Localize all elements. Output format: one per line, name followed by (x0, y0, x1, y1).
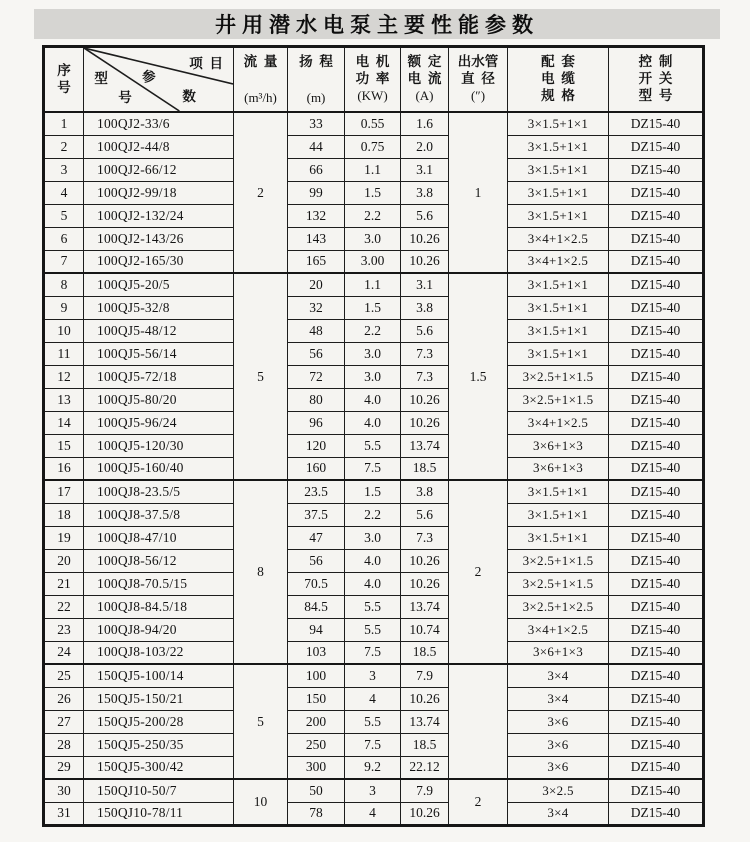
power-cell: 3 (345, 779, 401, 802)
power-cell: 5.5 (345, 434, 401, 457)
table-row (44, 687, 704, 710)
switch-cell: DZ15-40 (609, 342, 704, 365)
head-cell: 100 (288, 664, 345, 687)
cable-cell: 3×1.5+1×1 (508, 319, 609, 342)
header-head (288, 47, 345, 113)
row-number-cell: 25 (44, 664, 84, 687)
corner-label-item: 项 目 (189, 56, 223, 71)
head-cell: 250 (288, 733, 345, 756)
current-cell: 10.26 (401, 227, 449, 250)
current-cell: 13.74 (401, 710, 449, 733)
flow-merged-cell: 5 (234, 664, 288, 779)
current-cell: 7.3 (401, 342, 449, 365)
diameter-merged-cell: 1 (449, 112, 508, 273)
head-cell: 48 (288, 319, 345, 342)
current-cell: 5.6 (401, 319, 449, 342)
power-cell: 7.5 (345, 457, 401, 480)
current-cell: 13.74 (401, 595, 449, 618)
model-cell: 100QJ5-80/20 (84, 388, 234, 411)
switch-cell: DZ15-40 (609, 779, 704, 802)
head-cell: 94 (288, 618, 345, 641)
cable-cell: 3×2.5+1×1.5 (508, 549, 609, 572)
power-cell: 3 (345, 664, 401, 687)
header-current-unit: (A) (415, 88, 434, 104)
switch-cell: DZ15-40 (609, 158, 704, 181)
current-cell: 7.9 (401, 664, 449, 687)
cable-cell: 3×2.5+1×1.5 (508, 365, 609, 388)
power-cell: 7.5 (345, 733, 401, 756)
header-switch-line1: 控 制 (638, 54, 673, 70)
diameter-merged-cell: 2 (449, 480, 508, 664)
row-number-cell: 1 (44, 112, 84, 135)
power-cell: 3.0 (345, 365, 401, 388)
head-cell: 300 (288, 756, 345, 779)
header-diameter-line1: 出水管 (457, 54, 499, 70)
current-cell: 10.26 (401, 802, 449, 825)
head-cell: 165 (288, 250, 345, 273)
model-cell: 100QJ5-56/14 (84, 342, 234, 365)
corner-label-param2: 数 (182, 88, 196, 104)
switch-cell: DZ15-40 (609, 480, 704, 503)
row-number-cell: 20 (44, 549, 84, 572)
flow-merged-cell: 10 (234, 779, 288, 825)
header-current-line2: 电 流 (407, 71, 442, 87)
row-number-cell: 17 (44, 480, 84, 503)
model-cell: 150QJ5-250/35 (84, 733, 234, 756)
header-diameter (449, 47, 508, 113)
flow-merged-cell: 8 (234, 480, 288, 664)
table-row (44, 365, 704, 388)
switch-cell: DZ15-40 (609, 112, 704, 135)
cable-cell: 3×6+1×3 (508, 641, 609, 664)
switch-cell: DZ15-40 (609, 250, 704, 273)
cable-cell: 3×4 (508, 802, 609, 825)
current-cell: 10.26 (401, 572, 449, 595)
header-power (345, 47, 401, 113)
current-cell: 2.0 (401, 135, 449, 158)
cable-cell: 3×1.5+1×1 (508, 204, 609, 227)
header-switch-line2: 开 关 (638, 71, 673, 87)
head-cell: 96 (288, 411, 345, 434)
switch-cell: DZ15-40 (609, 756, 704, 779)
cable-cell: 3×1.5+1×1 (508, 480, 609, 503)
switch-cell: DZ15-40 (609, 181, 704, 204)
model-cell: 100QJ8-103/22 (84, 641, 234, 664)
cable-cell: 3×2.5+1×1.5 (508, 388, 609, 411)
model-cell: 100QJ2-33/6 (84, 112, 234, 135)
head-cell: 103 (288, 641, 345, 664)
current-cell: 3.1 (401, 273, 449, 296)
row-number-cell: 12 (44, 365, 84, 388)
current-cell: 3.8 (401, 296, 449, 319)
model-cell: 100QJ8-70.5/15 (84, 572, 234, 595)
header-head-label: 扬 程 (299, 54, 333, 69)
power-cell: 3.0 (345, 342, 401, 365)
head-cell: 33 (288, 112, 345, 135)
diameter-merged-cell: 2 (449, 779, 508, 825)
row-number-cell: 8 (44, 273, 84, 296)
current-cell: 7.3 (401, 365, 449, 388)
current-cell: 7.9 (401, 779, 449, 802)
head-cell: 50 (288, 779, 345, 802)
switch-cell: DZ15-40 (609, 710, 704, 733)
head-cell: 80 (288, 388, 345, 411)
row-number-cell: 29 (44, 756, 84, 779)
power-cell: 3.0 (345, 227, 401, 250)
cable-cell: 3×1.5+1×1 (508, 158, 609, 181)
header-switch (609, 47, 704, 113)
corner-label-model1: 型 (94, 70, 108, 86)
cable-cell: 3×2.5+1×2.5 (508, 595, 609, 618)
model-cell: 150QJ10-78/11 (84, 802, 234, 825)
cable-cell: 3×6 (508, 733, 609, 756)
model-cell: 100QJ8-37.5/8 (84, 503, 234, 526)
switch-cell: DZ15-40 (609, 273, 704, 296)
head-cell: 56 (288, 342, 345, 365)
cable-cell: 3×1.5+1×1 (508, 342, 609, 365)
power-cell: 3.0 (345, 526, 401, 549)
model-cell: 100QJ2-99/18 (84, 181, 234, 204)
model-cell: 150QJ10-50/7 (84, 779, 234, 802)
row-number-cell: 26 (44, 687, 84, 710)
current-cell: 18.5 (401, 733, 449, 756)
row-number-cell: 21 (44, 572, 84, 595)
row-number-cell: 18 (44, 503, 84, 526)
head-cell: 70.5 (288, 572, 345, 595)
header-flow (234, 47, 288, 113)
model-cell: 150QJ5-100/14 (84, 664, 234, 687)
model-cell: 100QJ2-165/30 (84, 250, 234, 273)
table-row (44, 802, 704, 825)
table-row (44, 526, 704, 549)
power-cell: 0.55 (345, 112, 401, 135)
power-cell: 2.2 (345, 204, 401, 227)
current-cell: 3.8 (401, 480, 449, 503)
model-cell: 150QJ5-200/28 (84, 710, 234, 733)
switch-cell: DZ15-40 (609, 526, 704, 549)
power-cell: 5.5 (345, 710, 401, 733)
table-row (44, 158, 704, 181)
head-cell: 132 (288, 204, 345, 227)
power-cell: 1.1 (345, 158, 401, 181)
switch-cell: DZ15-40 (609, 227, 704, 250)
head-cell: 150 (288, 687, 345, 710)
cable-cell: 3×1.5+1×1 (508, 503, 609, 526)
header-cable-line3: 规 格 (541, 87, 575, 103)
current-cell: 18.5 (401, 457, 449, 480)
cable-cell: 3×1.5+1×1 (508, 112, 609, 135)
head-cell: 44 (288, 135, 345, 158)
table-row (44, 595, 704, 618)
model-cell: 100QJ8-94/20 (84, 618, 234, 641)
row-number-cell: 15 (44, 434, 84, 457)
model-cell: 150QJ5-150/21 (84, 687, 234, 710)
table-row (44, 273, 704, 296)
head-cell: 200 (288, 710, 345, 733)
current-cell: 10.26 (401, 687, 449, 710)
table-row (44, 181, 704, 204)
current-cell: 13.74 (401, 434, 449, 457)
header-cable (508, 47, 609, 113)
current-cell: 5.6 (401, 503, 449, 526)
model-cell: 100QJ2-44/8 (84, 135, 234, 158)
power-cell: 4 (345, 687, 401, 710)
power-cell: 9.2 (345, 756, 401, 779)
current-cell: 10.26 (401, 388, 449, 411)
current-cell: 5.6 (401, 204, 449, 227)
power-cell: 1.1 (345, 273, 401, 296)
model-cell: 100QJ2-143/26 (84, 227, 234, 250)
model-cell: 100QJ2-132/24 (84, 204, 234, 227)
model-cell: 100QJ5-160/40 (84, 457, 234, 480)
current-cell: 7.3 (401, 526, 449, 549)
table-row (44, 388, 704, 411)
table-row (44, 204, 704, 227)
table-row (44, 503, 704, 526)
header-model-corner (84, 47, 234, 113)
cable-cell: 3×1.5+1×1 (508, 181, 609, 204)
table-row (44, 411, 704, 434)
table-row (44, 434, 704, 457)
row-number-cell: 23 (44, 618, 84, 641)
model-cell: 100QJ5-20/5 (84, 273, 234, 296)
table-row (44, 664, 704, 687)
table-row (44, 457, 704, 480)
table-row (44, 480, 704, 503)
table-row (44, 572, 704, 595)
switch-cell: DZ15-40 (609, 733, 704, 756)
switch-cell: DZ15-40 (609, 641, 704, 664)
cable-cell: 3×4 (508, 687, 609, 710)
cable-cell: 3×6 (508, 756, 609, 779)
table-header (44, 47, 704, 113)
page-title: 井用潜水电泵主要性能参数 (215, 13, 539, 37)
header-head-unit: (m) (306, 90, 326, 105)
head-cell: 32 (288, 296, 345, 319)
switch-cell: DZ15-40 (609, 664, 704, 687)
row-number-cell: 24 (44, 641, 84, 664)
cable-cell: 3×1.5+1×1 (508, 526, 609, 549)
current-cell: 22.12 (401, 756, 449, 779)
current-cell: 10.74 (401, 618, 449, 641)
switch-cell: DZ15-40 (609, 365, 704, 388)
row-number-cell: 2 (44, 135, 84, 158)
row-number-cell: 7 (44, 250, 84, 273)
table-row (44, 296, 704, 319)
cable-cell: 3×6+1×3 (508, 434, 609, 457)
model-cell: 100QJ8-47/10 (84, 526, 234, 549)
switch-cell: DZ15-40 (609, 434, 704, 457)
head-cell: 78 (288, 802, 345, 825)
model-cell: 100QJ5-120/30 (84, 434, 234, 457)
switch-cell: DZ15-40 (609, 204, 704, 227)
table-row (44, 641, 704, 664)
power-cell: 7.5 (345, 641, 401, 664)
header-current (401, 47, 449, 113)
row-number-cell: 28 (44, 733, 84, 756)
table-row (44, 319, 704, 342)
header-index-line2: 号 (57, 79, 71, 95)
header-index-line1: 序 (57, 62, 71, 78)
row-number-cell: 6 (44, 227, 84, 250)
head-cell: 72 (288, 365, 345, 388)
cable-cell: 3×4+1×2.5 (508, 250, 609, 273)
power-cell: 2.2 (345, 319, 401, 342)
model-cell: 100QJ8-56/12 (84, 549, 234, 572)
power-cell: 5.5 (345, 618, 401, 641)
row-number-cell: 9 (44, 296, 84, 319)
table-row (44, 342, 704, 365)
row-number-cell: 13 (44, 388, 84, 411)
model-cell: 100QJ2-66/12 (84, 158, 234, 181)
table-row (44, 756, 704, 779)
corner-label-model2: 号 (118, 89, 132, 105)
head-cell: 99 (288, 181, 345, 204)
header-diameter-unit: (″) (470, 88, 486, 104)
switch-cell: DZ15-40 (609, 802, 704, 825)
switch-cell: DZ15-40 (609, 618, 704, 641)
table-row (44, 250, 704, 273)
current-cell: 3.1 (401, 158, 449, 181)
table-row (44, 779, 704, 802)
current-cell: 3.8 (401, 181, 449, 204)
switch-cell: DZ15-40 (609, 503, 704, 526)
power-cell: 0.75 (345, 135, 401, 158)
row-number-cell: 16 (44, 457, 84, 480)
diameter-merged-cell (449, 664, 508, 779)
row-number-cell: 5 (44, 204, 84, 227)
cable-cell: 3×1.5+1×1 (508, 296, 609, 319)
row-number-cell: 11 (44, 342, 84, 365)
power-cell: 1.5 (345, 296, 401, 319)
switch-cell: DZ15-40 (609, 411, 704, 434)
switch-cell: DZ15-40 (609, 572, 704, 595)
table-row (44, 710, 704, 733)
head-cell: 56 (288, 549, 345, 572)
current-cell: 10.26 (401, 549, 449, 572)
cable-cell: 3×6+1×3 (508, 457, 609, 480)
header-cable-line1: 配 套 (541, 54, 575, 70)
head-cell: 66 (288, 158, 345, 181)
cable-cell: 3×1.5+1×1 (508, 273, 609, 296)
header-flow-label: 流 量 (243, 54, 278, 69)
switch-cell: DZ15-40 (609, 319, 704, 342)
model-cell: 100QJ8-84.5/18 (84, 595, 234, 618)
cable-cell: 3×2.5 (508, 779, 609, 802)
power-cell: 4.0 (345, 388, 401, 411)
current-cell: 10.26 (401, 411, 449, 434)
switch-cell: DZ15-40 (609, 687, 704, 710)
row-number-cell: 19 (44, 526, 84, 549)
current-cell: 18.5 (401, 641, 449, 664)
flow-merged-cell: 2 (234, 112, 288, 273)
table-row (44, 733, 704, 756)
switch-cell: DZ15-40 (609, 296, 704, 319)
cable-cell: 3×2.5+1×1.5 (508, 572, 609, 595)
model-cell: 100QJ5-48/12 (84, 319, 234, 342)
switch-cell: DZ15-40 (609, 549, 704, 572)
row-number-cell: 31 (44, 802, 84, 825)
power-cell: 4.0 (345, 572, 401, 595)
cable-cell: 3×1.5+1×1 (508, 135, 609, 158)
current-cell: 10.26 (401, 250, 449, 273)
pump-parameters-table (42, 45, 705, 827)
title-band (34, 9, 720, 39)
model-cell: 100QJ5-32/8 (84, 296, 234, 319)
row-number-cell: 4 (44, 181, 84, 204)
cable-cell: 3×6 (508, 710, 609, 733)
table-row (44, 135, 704, 158)
power-cell: 1.5 (345, 480, 401, 503)
header-index (44, 47, 84, 113)
model-cell: 100QJ5-96/24 (84, 411, 234, 434)
header-cable-line2: 电 缆 (541, 71, 575, 87)
row-number-cell: 27 (44, 710, 84, 733)
switch-cell: DZ15-40 (609, 135, 704, 158)
head-cell: 20 (288, 273, 345, 296)
model-cell: 100QJ8-23.5/5 (84, 480, 234, 503)
row-number-cell: 10 (44, 319, 84, 342)
header-diameter-line2: 直 径 (461, 71, 495, 87)
header-flow-unit: (m³/h) (244, 90, 277, 105)
cable-cell: 3×4 (508, 664, 609, 687)
current-cell: 1.6 (401, 112, 449, 135)
model-cell: 100QJ5-72/18 (84, 365, 234, 388)
flow-merged-cell: 5 (234, 273, 288, 480)
head-cell: 37.5 (288, 503, 345, 526)
header-power-unit: (KW) (357, 88, 388, 104)
row-number-cell: 3 (44, 158, 84, 181)
switch-cell: DZ15-40 (609, 388, 704, 411)
row-number-cell: 30 (44, 779, 84, 802)
power-cell: 4.0 (345, 411, 401, 434)
cable-cell: 3×4+1×2.5 (508, 227, 609, 250)
power-cell: 1.5 (345, 181, 401, 204)
corner-label-param1: 参 (141, 68, 157, 85)
power-cell: 3.00 (345, 250, 401, 273)
diameter-merged-cell: 1.5 (449, 273, 508, 480)
table-row (44, 227, 704, 250)
row-number-cell: 22 (44, 595, 84, 618)
power-cell: 4 (345, 802, 401, 825)
power-cell: 5.5 (345, 595, 401, 618)
head-cell: 120 (288, 434, 345, 457)
header-power-line1: 电 机 (355, 54, 390, 70)
header-power-line2: 功 率 (355, 71, 390, 87)
table-row (44, 618, 704, 641)
header-current-line1: 额 定 (407, 54, 442, 70)
head-cell: 143 (288, 227, 345, 250)
head-cell: 23.5 (288, 480, 345, 503)
row-number-cell: 14 (44, 411, 84, 434)
head-cell: 84.5 (288, 595, 345, 618)
table-body (44, 112, 704, 825)
head-cell: 47 (288, 526, 345, 549)
header-switch-line3: 型 号 (638, 87, 673, 103)
switch-cell: DZ15-40 (609, 595, 704, 618)
switch-cell: DZ15-40 (609, 457, 704, 480)
cable-cell: 3×4+1×2.5 (508, 411, 609, 434)
head-cell: 160 (288, 457, 345, 480)
table-row (44, 112, 704, 135)
power-cell: 4.0 (345, 549, 401, 572)
table-row (44, 549, 704, 572)
cable-cell: 3×4+1×2.5 (508, 618, 609, 641)
power-cell: 2.2 (345, 503, 401, 526)
model-cell: 150QJ5-300/42 (84, 756, 234, 779)
